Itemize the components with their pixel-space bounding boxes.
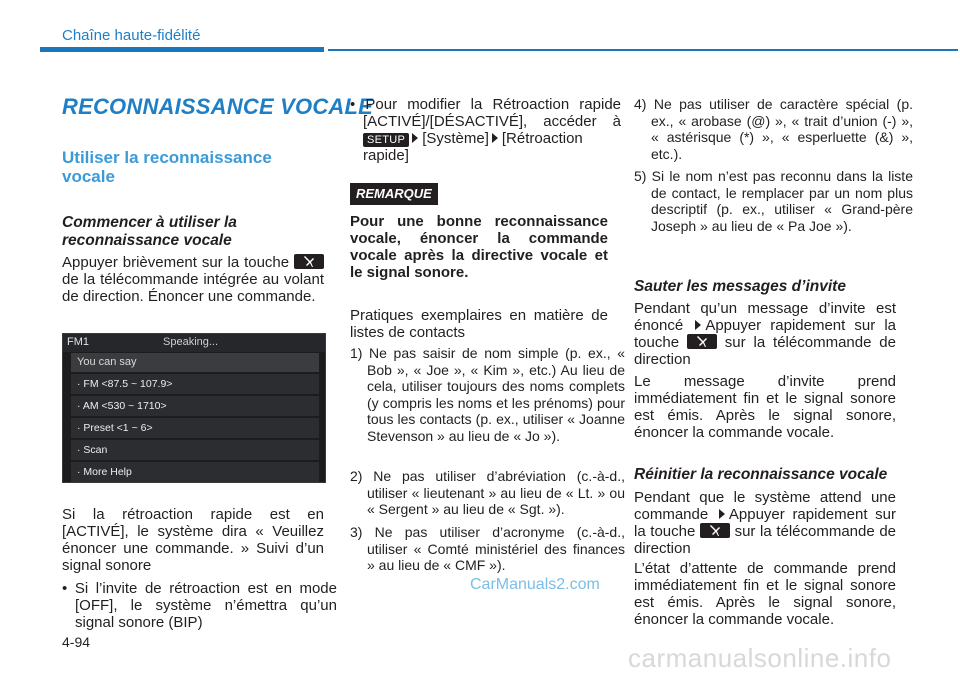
paragraph-start-b: de la télécommande intégrée au volant de direction. Énoncer une commande. [62,271,324,305]
sub-heading-skip: Sauter les messages d’invite [634,278,846,295]
chapter-title: RECONNAISSANCE VOCALE [62,94,374,119]
arrow-right-icon [412,133,418,143]
sub-heading-reset: Réinitier la reconnaissance vocale [634,466,888,483]
paragraph-skip-c: sur la télécommande de direction [634,334,896,368]
paragraph-reset-c: sur la télécommande de direction [634,523,896,557]
voice-button-icon [687,334,717,349]
arrow-right-icon [492,133,498,143]
practice-item-1: 1) Ne pas saisir de nom simple (p. ex., « Bob », « Joe », « Kim », etc.) Au lieu de cela, utiliser toujours des noms complets (y compris les noms et les prénoms) pour tous les contacts (p. ex., utiliser « Joanne Stevenson » au lieu de « Jo »). [350,345,625,444]
screen-top-bar [63,334,325,352]
practice-item-4: 4) Ne pas utiliser de caractère spécial (p. ex., « arobase (@) », « trait d’union (-) », « astérisque (*) », « esperluette (&) », etc.). [634,96,913,162]
section-subtitle: Utiliser la reconnaissance vocale [62,148,272,186]
practice-item-2: 2) Ne pas utiliser d’abréviation (c.-à-d., utiliser « lieutenant » au lieu de « Lt. » ou « Sergent » au lieu de « Sgt. »). [350,468,625,517]
header-bar-thin [328,49,958,51]
paragraph-skip-result: Le message d’invite prend immédiatement fin et le signal sonore est émis. Après le signal sonore, énoncer la commande vocale. [634,373,896,441]
screen-list-item: · Preset <1 ~ 6> [71,418,319,438]
setup-button-icon: SETUP [363,133,409,147]
bullet-modify-b: [Système] [422,130,489,147]
bullet-modify-a: • Pour modifier la Rétroaction rapide [ACTIVÉ]/[DÉSACTIVÉ], accéder à [350,96,621,130]
paragraph-feedback: Si la rétroaction rapide est en [ACTIVÉ], le système dira « Veuillez énoncer une commande. » Suivi d’un signal sonore [62,506,324,574]
paragraph-reset-b: Appuyer rapidement sur la touche [634,506,896,540]
voice-button-icon [294,254,324,269]
header-bar-thick [40,47,324,52]
paragraph-skip-b: Appuyer rapidement sur la touche [634,317,896,351]
screen-list-heading: You can say [71,353,319,372]
practices-heading: Pratiques exemplaires en matière de listes de contacts [350,307,608,341]
remark-text: Pour une bonne reconnaissance vocale, énoncer la commande vocale après la directive vocale et le signal sonore. [350,213,608,281]
screen-status: Speaking... [163,336,219,348]
bullet-modify-feedback [350,96,621,164]
practice-item-5: 5) Si le nom n’est pas reconnu dans la liste de contact, le remplacer par un nom plus descriptif (p. ex., utiliser « Grand-père Joseph » au lieu de « Pa Joe »). [634,168,913,234]
arrow-right-icon [695,320,701,330]
screen-list-item: · More Help [71,462,319,482]
remark-badge: REMARQUE [350,183,438,205]
bullet-modify-c: [Rétroaction rapide] [363,130,583,164]
voice-button-icon [700,523,730,538]
site-watermark: carmanualsonline.info [628,643,892,673]
practice-item-3: 3) Ne pas utiliser d’acronyme (c.-à-d., utiliser « Comté ministériel des finances » au lieu de « CMF »). [350,524,625,573]
paragraph-skip-a: Pendant qu’un message d’invite est énoncé [634,300,896,334]
paragraph-reset-result: L’état d’attente de commande prend immédiatement fin et le signal sonore est émis. Après le signal sonore, énoncer la commande vocale. [634,560,896,628]
paragraph-start-a: Appuyer brièvement sur la touche [62,254,290,271]
screen-mode: FM1 [67,336,89,348]
screen-list-item: · Scan [71,440,319,460]
screen-list-item: · AM <530 ~ 1710> [71,396,319,416]
sub-heading-start: Commencer à utiliser la reconnaissance vocale [62,214,237,249]
paragraph-start [62,254,324,305]
watermark: CarManuals2.com [470,576,600,593]
paragraph-reset-a: Pendant que le système attend une commande [634,489,896,523]
page-number: 4-94 [62,634,91,650]
paragraph-skip [634,300,896,368]
bullet-feedback-off: • Si l’invite de rétroaction est en mode [OFF], le système n’émettra qu’un signal sonore (BIP) [62,580,337,631]
section-header-title: Chaîne haute-fidélité [62,27,201,44]
screen-list-item: · FM <87.5 ~ 107.9> [71,374,319,394]
screen-command-list [71,353,319,482]
arrow-right-icon [719,509,725,519]
paragraph-reset [634,489,896,557]
voice-command-screen [62,333,326,483]
